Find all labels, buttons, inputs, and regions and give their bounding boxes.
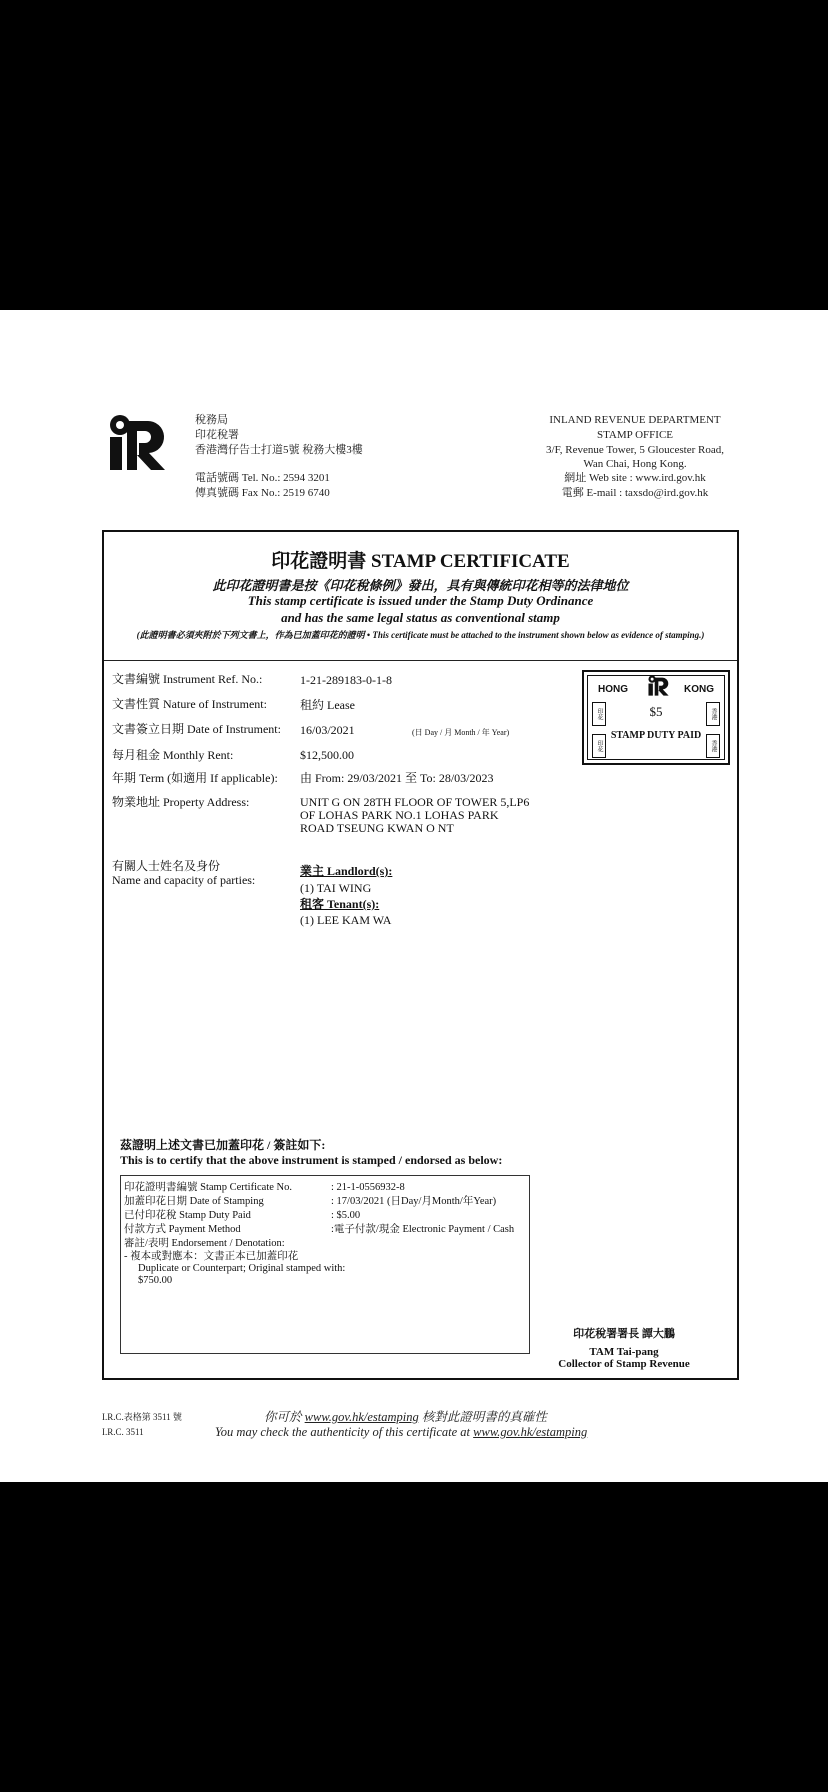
email: 電郵 E-mail : taxsdo@ird.gov.hk (561, 487, 709, 499)
subtitle-cn: 此印花證明書是按《印花稅條例》發出，具有與傳統印花相等的法律地位 (212, 578, 629, 593)
stamp-tag-right-bottom: 香港 (706, 734, 720, 758)
cert-no-label: 印花證明書編號 Stamp Certificate No. (124, 1182, 292, 1193)
estamping-link-en[interactable]: www.gov.hk/estamping (473, 1425, 588, 1439)
ird-logo (105, 411, 167, 471)
stamp-tag-left-top: 印花 (592, 702, 606, 726)
collector-title-cn: 印花稅署署長 譚大鵬 (573, 1328, 675, 1340)
certificate-box (102, 530, 739, 1380)
payment-method-value: :電子付款/現金 Electronic Payment / Cash (331, 1224, 515, 1235)
stamp-hong: HONG (598, 684, 628, 695)
stamp-tag-right-top: 香港 (706, 702, 720, 726)
endorsement-line2: Duplicate or Counterpart; Original stamped with: (138, 1263, 346, 1274)
divider (104, 660, 737, 661)
endorsement-line1: - 複本或對應本：文書正本已加蓋印花 (124, 1251, 299, 1262)
nature-value: 租約 Lease (300, 698, 355, 712)
stamp-date-label: 加蓋印花日期 Date of Stamping (124, 1196, 264, 1207)
endorsement-label: 審註/表明 Endorsement / Denotation: (124, 1238, 285, 1249)
term-label: 年期 Term (如適用 If applicable): (112, 771, 278, 785)
fax-number: 傳真號碼 Fax No.: 2519 6740 (195, 487, 330, 499)
collector-name: TAM Tai-pang (589, 1346, 659, 1358)
form-number-cn: I.R.C.表格第 3511 號 (102, 1412, 182, 1422)
hong-kong-stamp (582, 670, 730, 765)
address-en-line1: 3/F, Revenue Tower, 5 Gloucester Road, (546, 444, 724, 456)
instrument-ref-label: 文書編號 Instrument Ref. No.: (112, 672, 263, 686)
stamp-date-value: : 17/03/2021 (日Day/月Month/年Year) (331, 1196, 497, 1207)
parties-label-en: Name and capacity of parties: (112, 873, 256, 887)
tenant-name: (1) LEE KAM WA (300, 913, 392, 927)
landlord-heading: 業主 Landlord(s): (300, 864, 393, 878)
address-value: UNIT G ON 28TH FLOOR OF TOWER 5,LP6 OF LOHAS PARK NO.1 LOHAS PARK ROAD TSEUNG KWAN O NT (300, 795, 530, 835)
rent-label: 每月租金 Monthly Rent: (112, 748, 234, 762)
stamp-logo-icon (646, 674, 670, 696)
stamping-details-box (120, 1175, 530, 1354)
cert-no-value: : 21-1-0556932-8 (331, 1182, 405, 1193)
stamp-amount: $5 (649, 704, 663, 719)
payment-method-label: 付款方式 Payment Method (124, 1224, 241, 1235)
stamp-duty-paid: STAMP DUTY PAID (610, 730, 702, 741)
endorsement-amount: $750.00 (138, 1275, 173, 1286)
date-label: 文書簽立日期 Date of Instrument: (112, 722, 281, 736)
verify-note-en: You may check the authenticity of this certificate at www.gov.hk/estamping (215, 1425, 588, 1439)
verify-note-cn: 你可於 www.gov.hk/estamping 核對此證明書的真確性 (264, 1410, 547, 1424)
dept-en: INLAND REVENUE DEPARTMENT (549, 414, 721, 426)
attachment-note: (此證明書必須夾附於下列文書上，作為已加蓋印花的證明 • This certificate must be attached to the instrument shown below as evidence of stamping.) (136, 630, 705, 640)
subtitle-en-2: and has the same legal status as conventional stamp (281, 610, 560, 625)
address-en-line2: Wan Chai, Hong Kong. (583, 458, 687, 470)
certify-statement-en: This is to certify that the above instrument is stamped / endorsed as below: (120, 1153, 503, 1167)
certificate-page (0, 310, 828, 1482)
certify-statement-cn: 茲證明上述文書已加蓋印花 / 簽註如下: (120, 1138, 326, 1152)
estamping-link-cn[interactable]: www.gov.hk/estamping (304, 1410, 419, 1424)
term-value: 由 From: 29/03/2021 至 To: 28/03/2023 (300, 771, 494, 785)
web-site: 網址 Web site : www.ird.gov.hk (564, 472, 706, 484)
certificate-title: 印花證明書 STAMP CERTIFICATE (271, 551, 570, 572)
dept-cn: 稅務局 (195, 414, 228, 426)
collector-title-en: Collector of Stamp Revenue (558, 1358, 690, 1370)
date-value: 16/03/2021 (300, 723, 355, 737)
duty-paid-label: 已付印花稅 Stamp Duty Paid (124, 1210, 251, 1221)
office-en: STAMP OFFICE (596, 429, 674, 441)
tel-number: 電話號碼 Tel. No.: 2594 3201 (195, 472, 330, 484)
duty-paid-value: : $5.00 (331, 1210, 361, 1221)
stamp-tag-left-bottom: 印花 (592, 734, 606, 758)
instrument-ref-value: 1-21-289183-0-1-8 (300, 673, 392, 687)
nature-label: 文書性質 Nature of Instrument: (112, 697, 267, 711)
subtitle-en-1: This stamp certificate is issued under the Stamp Duty Ordinance (247, 593, 594, 608)
tenant-heading: 租客 Tenant(s): (300, 897, 380, 911)
date-format-hint: (日 Day / 月 Month / 年 Year) (412, 728, 510, 737)
address-label: 物業地址 Property Address: (112, 795, 250, 809)
parties-label-cn: 有關人士姓名及身份 (112, 859, 221, 873)
landlord-name: (1) TAI WING (300, 881, 372, 895)
form-number-en: I.R.C. 3511 (102, 1427, 144, 1437)
rent-value: $12,500.00 (300, 748, 354, 762)
office-cn: 印花稅署 (195, 429, 239, 441)
stamp-kong: KONG (684, 684, 714, 695)
address-cn: 香港灣仔告士打道5號 稅務大樓3樓 (195, 444, 363, 456)
